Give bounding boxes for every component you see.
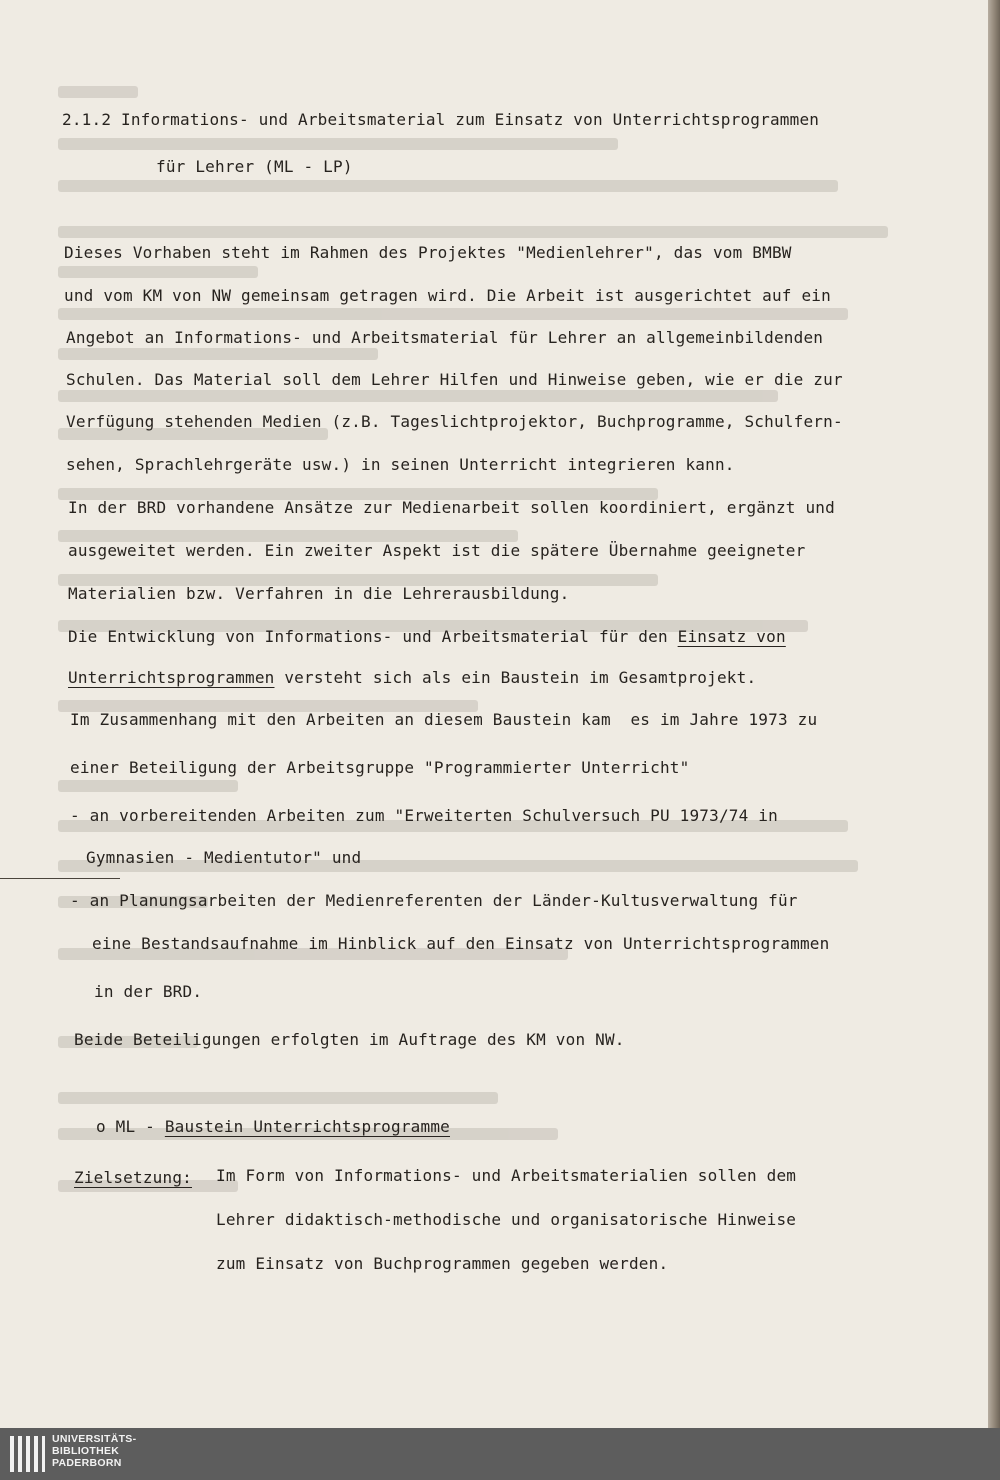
bullet-item-continued: Gymnasien - Medientutor" und bbox=[86, 848, 362, 867]
bullet-item: - an vorbereitenden Arbeiten zum "Erweiterten Schulversuch PU 1973/74 in bbox=[70, 806, 778, 825]
library-logo-icon bbox=[8, 1432, 46, 1476]
subheading-underlined: Baustein Unterrichtsprogramme bbox=[164, 1117, 450, 1136]
goal-text-line: Lehrer didaktisch-methodische und organisatorische Hinweise bbox=[216, 1210, 797, 1229]
paragraph-2-text: Die Entwicklung von Informations- und Arbeitsmaterial für den bbox=[68, 627, 678, 646]
paragraph-2-line-2 bbox=[68, 668, 756, 687]
underlined-phrase: Einsatz von bbox=[677, 627, 786, 646]
paragraph-1-line: ausgeweitet werden. Ein zweiter Aspekt ist die spätere Übernahme geeigneter bbox=[68, 541, 806, 560]
library-footer bbox=[0, 1428, 1000, 1480]
paragraph-1-line: Materialien bzw. Verfahren in die Lehrerausbildung. bbox=[68, 584, 570, 603]
goal-label bbox=[74, 1168, 192, 1187]
subheading bbox=[96, 1117, 450, 1136]
page-binding-edge bbox=[988, 0, 1000, 1428]
paragraph-1-line: sehen, Sprachlehrgeräte usw.) in seinen Unterricht integrieren kann. bbox=[66, 455, 735, 474]
paragraph-3-line: einer Beteiligung der Arbeitsgruppe "Programmierter Unterricht" bbox=[70, 758, 690, 777]
bullet-item-continued: eine Bestandsaufnahme im Hinblick auf den Einsatz von Unterrichtsprogrammen bbox=[92, 934, 830, 953]
stray-line-mark bbox=[0, 878, 120, 879]
section-heading: 2.1.2 Informations- und Arbeitsmaterial zum Einsatz von Unterrichtsprogrammen bbox=[62, 110, 820, 129]
paragraph-3-line: Im Zusammenhang mit den Arbeiten an diesem Baustein kam es im Jahre 1973 zu bbox=[70, 710, 818, 729]
library-logo-text bbox=[52, 1433, 136, 1469]
bullet-item: - an Planungsarbeiten der Medienreferenten der Länder-Kultusverwaltung für bbox=[70, 891, 798, 910]
paragraph-1-line: Schulen. Das Material soll dem Lehrer Hilfen und Hinweise geben, wie er die zur bbox=[66, 370, 843, 389]
paragraph-4: Beide Beteiligungen erfolgten im Auftrage des KM von NW. bbox=[74, 1030, 625, 1049]
logo-line: PADERBORN bbox=[52, 1457, 122, 1469]
logo-line: UNIVERSITÄTS- bbox=[52, 1433, 137, 1445]
paragraph-1-line: In der BRD vorhandene Ansätze zur Medienarbeit sollen koordiniert, ergänzt und bbox=[68, 498, 835, 517]
goal-text-line: zum Einsatz von Buchprogrammen gegeben werden. bbox=[216, 1254, 669, 1273]
bullet-item-continued: in der BRD. bbox=[94, 982, 203, 1001]
section-heading-continued: für Lehrer (ML - LP) bbox=[156, 157, 353, 176]
underlined-phrase: Unterrichtsprogrammen bbox=[68, 668, 275, 687]
subheading-prefix: o ML - bbox=[96, 1117, 165, 1136]
paragraph-1-line: Angebot an Informations- und Arbeitsmaterial für Lehrer an allgemeinbildenden bbox=[66, 328, 824, 347]
paragraph-1-line: und vom KM von NW gemeinsam getragen wird. Die Arbeit ist ausgerichtet auf ein bbox=[64, 286, 831, 305]
paragraph-1-line: Verfügung stehenden Medien (z.B. Tageslichtprojektor, Buchprogramme, Schulfern- bbox=[66, 412, 843, 431]
paragraph-2-line-1 bbox=[68, 627, 786, 646]
paragraph-1-line: Dieses Vorhaben steht im Rahmen des Projektes "Medienlehrer", das vom BMBW bbox=[64, 243, 792, 262]
goal-label-text: Zielsetzung: bbox=[74, 1168, 192, 1187]
logo-line: BIBLIOTHEK bbox=[52, 1445, 120, 1457]
goal-text-line: Im Form von Informations- und Arbeitsmaterialien sollen dem bbox=[216, 1166, 797, 1185]
paragraph-2-text: versteht sich als ein Baustein im Gesamtprojekt. bbox=[274, 668, 757, 687]
